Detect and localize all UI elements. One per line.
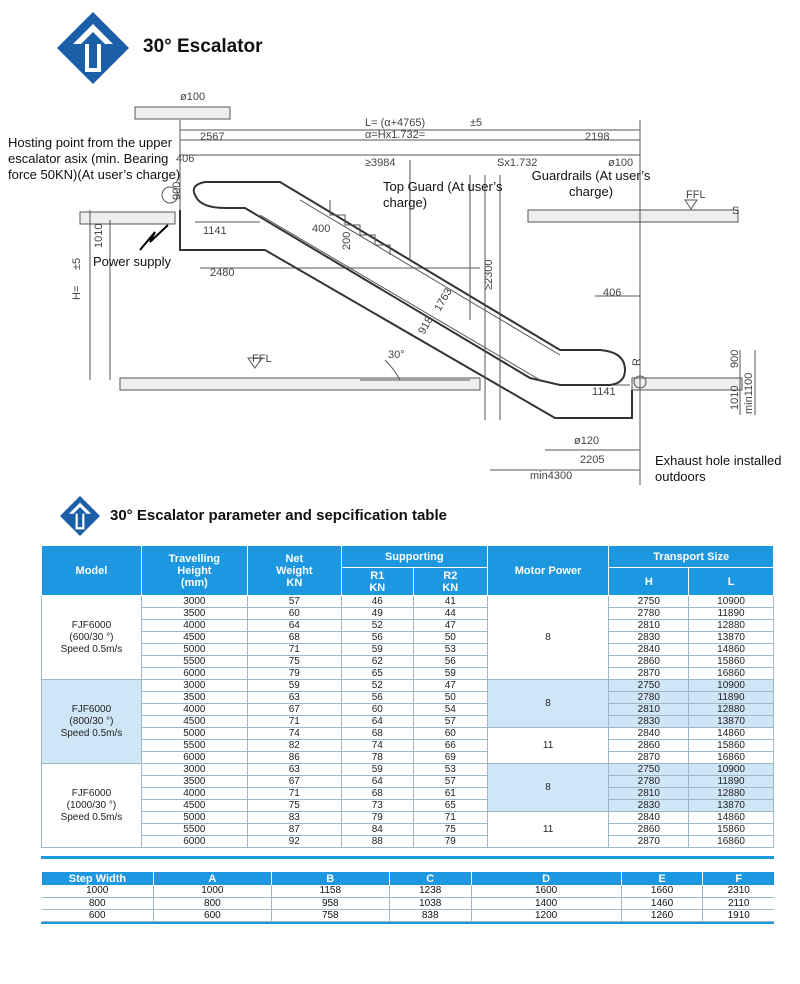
cell-r2: 44 [413,608,487,620]
cell-l: 11890 [689,692,774,704]
brand-logo-icon [57,12,129,84]
cell-height: 3000 [141,596,247,608]
annotation-guardrails: Guardrails (At user’s charge) [531,168,651,199]
cell-weight: 71 [247,716,341,728]
header-r2: R2 KN [413,568,487,596]
dim-sx: Sx1.732 [497,157,538,169]
step-cell: 2110 [703,897,774,909]
cell-l: 12880 [689,788,774,800]
cell-h: 2870 [609,836,689,848]
cell-l: 12880 [689,620,774,632]
cell-r1: 56 [341,692,413,704]
cell-l: 11890 [689,776,774,788]
table-row [42,704,774,716]
header-model: Model [42,546,142,596]
dim-2567: 2567 [200,131,225,143]
step-cell: 1238 [389,885,471,897]
header-transport-size: Transport Size [609,546,774,568]
cell-h: 2860 [609,740,689,752]
cell-r2: 69 [413,752,487,764]
cell-r1: 49 [341,608,413,620]
step-cell: 1400 [471,897,621,909]
step-cell: 1158 [271,885,389,897]
header-net-weight: Net Weight KN [247,546,341,596]
cell-h: 2810 [609,788,689,800]
dim-200: 200 [341,231,353,250]
cell-weight: 79 [247,668,341,680]
table-row [42,728,774,740]
dim-H: H= [71,285,83,300]
header-supporting: Supporting [341,546,487,568]
step-cell: 600 [153,909,271,921]
model-cell: FJF6000 (1000/30 °) Speed 0.5m/s [42,764,142,848]
table-divider [41,856,774,859]
cell-l: 15860 [689,740,774,752]
cell-r1: 78 [341,752,413,764]
table-row [42,897,775,909]
dim-1141-top: 1141 [203,225,227,237]
dim-d100-right: ø100 [608,157,634,169]
cell-height: 6000 [141,836,247,848]
cell-height: 6000 [141,668,247,680]
cell-height: 3500 [141,776,247,788]
cell-h: 2860 [609,824,689,836]
cell-l: 13870 [689,716,774,728]
step-cell: 1000 [42,885,154,897]
step-cell: 2310 [703,885,774,897]
cell-r1: 59 [341,764,413,776]
cell-height: 6000 [141,752,247,764]
cell-r2: 66 [413,740,487,752]
step-cell: 1600 [471,885,621,897]
cell-height: 5000 [141,812,247,824]
table-row [42,716,774,728]
brand-logo-small-icon [60,496,100,536]
cell-r2: 75 [413,824,487,836]
cell-r2: 50 [413,692,487,704]
table-row [42,836,774,848]
step-header-b: B [271,872,389,885]
dim-900: 900 [171,181,183,200]
step-cell: 1200 [471,909,621,921]
cell-weight: 57 [247,596,341,608]
step-cell: 1038 [389,897,471,909]
step-cell: 1000 [153,885,271,897]
table-row [42,632,774,644]
table-row [42,656,774,668]
table-row [42,596,774,608]
cell-r1: 46 [341,596,413,608]
cell-h: 2810 [609,620,689,632]
cell-r2: 65 [413,800,487,812]
cell-l: 15860 [689,656,774,668]
cell-r2: 53 [413,764,487,776]
cell-weight: 64 [247,620,341,632]
cell-r1: 64 [341,716,413,728]
cell-h: 2750 [609,680,689,692]
table-row [42,692,774,704]
cell-weight: 67 [247,776,341,788]
cell-weight: 87 [247,824,341,836]
cell-h: 2830 [609,800,689,812]
cell-l: 14860 [689,644,774,656]
cell-weight: 82 [247,740,341,752]
step-cell: 958 [271,897,389,909]
step-header-a: A [153,872,271,885]
cell-weight: 83 [247,812,341,824]
cell-height: 4500 [141,716,247,728]
cell-height: 4000 [141,788,247,800]
ffl-right: FFL [686,189,706,201]
cell-h: 2860 [609,656,689,668]
dim-d100-top: ø100 [180,91,206,103]
cell-height: 5500 [141,824,247,836]
ffl-left: FFL [252,353,272,365]
cell-motor-power: 11 [487,812,609,848]
cell-motor-power: 8 [487,680,609,728]
dim-30deg: 30° [388,349,405,361]
cell-r1: 60 [341,704,413,716]
step-cell: 800 [153,897,271,909]
cell-r1: 56 [341,632,413,644]
step-cell: 600 [42,909,154,921]
step-header-width: Step Width [42,872,154,885]
annotation-top-guard: Top Guard (At user’s charge) [383,179,503,210]
step-cell: 838 [389,909,471,921]
cell-l: 14860 [689,812,774,824]
dim-2480: 2480 [210,267,235,279]
dim-1763: 1763 [432,286,455,314]
cell-r2: 59 [413,668,487,680]
cell-r2: 47 [413,620,487,632]
step-table-body [42,885,775,921]
dim-S: S [732,205,740,217]
cell-height: 4000 [141,704,247,716]
cell-r1: 68 [341,788,413,800]
cell-height: 3000 [141,764,247,776]
cell-r1: 62 [341,656,413,668]
cell-height: 3000 [141,680,247,692]
cell-weight: 71 [247,644,341,656]
cell-r2: 53 [413,644,487,656]
cell-height: 5500 [141,740,247,752]
cell-height: 4500 [141,800,247,812]
step-cell: 1660 [621,885,703,897]
dim-3984: ≥3984 [365,157,396,169]
step-cell: 800 [42,897,154,909]
cell-l: 10900 [689,764,774,776]
cell-height: 4500 [141,632,247,644]
cell-h: 2830 [609,632,689,644]
step-cell: 1910 [703,909,774,921]
cell-r1: 73 [341,800,413,812]
cell-motor-power: 8 [487,764,609,812]
table-row [42,680,774,692]
table-row [42,740,774,752]
cell-r1: 65 [341,668,413,680]
table-row [42,824,774,836]
cell-h: 2840 [609,644,689,656]
cell-weight: 63 [247,764,341,776]
dim-min1100: min1100 [743,372,755,414]
cell-h: 2840 [609,812,689,824]
cell-r1: 79 [341,812,413,824]
dim-400: 400 [312,223,331,235]
step-header-c: C [389,872,471,885]
cell-weight: 68 [247,632,341,644]
dim-min4300: min4300 [530,470,573,482]
table-row [42,788,774,800]
cell-l: 16860 [689,836,774,848]
cell-height: 3500 [141,692,247,704]
dim-1010: 1010 [93,223,105,248]
spec-table-body [42,596,774,848]
cell-height: 4000 [141,620,247,632]
dim-L: L= (α+4765) [365,117,426,129]
cell-h: 2780 [609,692,689,704]
cell-l: 15860 [689,824,774,836]
cell-r2: 79 [413,836,487,848]
dim-alpha: α=Hx1.732= [365,129,426,141]
step-cell: 1460 [621,897,703,909]
cell-r1: 74 [341,740,413,752]
dim-2205: 2205 [580,454,605,466]
cell-l: 12880 [689,704,774,716]
table-row [42,776,774,788]
cell-r2: 57 [413,716,487,728]
cell-weight: 59 [247,680,341,692]
dim-d120: ø120 [574,435,600,447]
cell-height: 5000 [141,644,247,656]
cell-h: 2840 [609,728,689,740]
step-header-d: D [471,872,621,885]
header-l: L [689,568,774,596]
cell-r2: 56 [413,656,487,668]
step-width-table [41,872,774,922]
cell-r1: 68 [341,728,413,740]
cell-weight: 60 [247,608,341,620]
cell-h: 2870 [609,668,689,680]
cell-weight: 75 [247,800,341,812]
cell-weight: 63 [247,692,341,704]
table-row [42,800,774,812]
cell-r2: 60 [413,728,487,740]
cell-h: 2750 [609,764,689,776]
dim-900-right: 900 [729,349,741,368]
cell-l: 16860 [689,752,774,764]
cell-weight: 71 [247,788,341,800]
cell-height: 5000 [141,728,247,740]
page-title: 30° Escalator [143,36,263,57]
cell-r1: 84 [341,824,413,836]
model-cell: FJF6000 (800/30 °) Speed 0.5m/s [42,680,142,764]
cell-r2: 54 [413,704,487,716]
cell-l: 16860 [689,668,774,680]
table-row [42,812,774,824]
dim-R: R [631,358,643,366]
dim-1141-bottom: 1141 [592,386,616,398]
table-row [42,752,774,764]
cell-weight: 92 [247,836,341,848]
table-title: 30° Escalator parameter and sepcification table [110,507,447,524]
dim-L-tol: ±5 [470,117,483,129]
cell-h: 2810 [609,704,689,716]
cell-height: 3500 [141,608,247,620]
table-row [42,885,775,897]
cell-l: 10900 [689,596,774,608]
cell-r2: 41 [413,596,487,608]
table-row [42,668,774,680]
dim-1010-right: 1010 [729,385,741,410]
model-cell: FJF6000 (600/30 °) Speed 0.5m/s [42,596,142,680]
cell-r2: 71 [413,812,487,824]
cell-r2: 57 [413,776,487,788]
header-h: H [609,568,689,596]
cell-r2: 61 [413,788,487,800]
table-row [42,644,774,656]
annotation-power-supply: Power supply [93,254,172,269]
cell-weight: 86 [247,752,341,764]
cell-h: 2780 [609,608,689,620]
cell-r2: 47 [413,680,487,692]
step-cell: 1260 [621,909,703,921]
cell-l: 13870 [689,800,774,812]
cell-r1: 64 [341,776,413,788]
table-row [42,620,774,632]
cell-r1: 52 [341,680,413,692]
annotation-hosting-point: Hosting point from the upper escalator asix (min. Bearing force 50KN)(At user’s charge) [8,135,181,182]
cell-r2: 50 [413,632,487,644]
step-header-f: F [703,872,774,885]
cell-h: 2780 [609,776,689,788]
cell-weight: 74 [247,728,341,740]
header-travelling-height: Travelling Height (mm) [141,546,247,596]
cell-r1: 52 [341,620,413,632]
cell-weight: 75 [247,656,341,668]
cell-h: 2870 [609,752,689,764]
dim-H-tol: ±5 [71,257,83,270]
dim-406-bottom: 406 [603,287,622,299]
table-row [42,608,774,620]
cell-motor-power: 8 [487,596,609,680]
step-cell: 758 [271,909,389,921]
header-r1: R1 KN [341,568,413,596]
cell-weight: 67 [247,704,341,716]
step-table-divider [41,922,774,924]
dim-2300: ≥2300 [483,259,495,290]
cell-r1: 88 [341,836,413,848]
step-header-e: E [621,872,703,885]
cell-l: 14860 [689,728,774,740]
dim-918: 918 [416,314,436,337]
cell-r1: 59 [341,644,413,656]
cell-l: 11890 [689,608,774,620]
table-row [42,764,774,776]
cell-motor-power: 11 [487,728,609,764]
cell-h: 2830 [609,716,689,728]
cell-l: 13870 [689,632,774,644]
annotation-exhaust-hole: Exhaust hole installed outdoors [655,453,782,484]
cell-h: 2750 [609,596,689,608]
dim-2198: 2198 [585,131,610,143]
spec-table [41,545,774,848]
dim-406-top: 406 [176,153,195,165]
cell-height: 5500 [141,656,247,668]
header-motor-power: Motor Power [487,546,609,596]
table-row [42,909,775,921]
cell-l: 10900 [689,680,774,692]
